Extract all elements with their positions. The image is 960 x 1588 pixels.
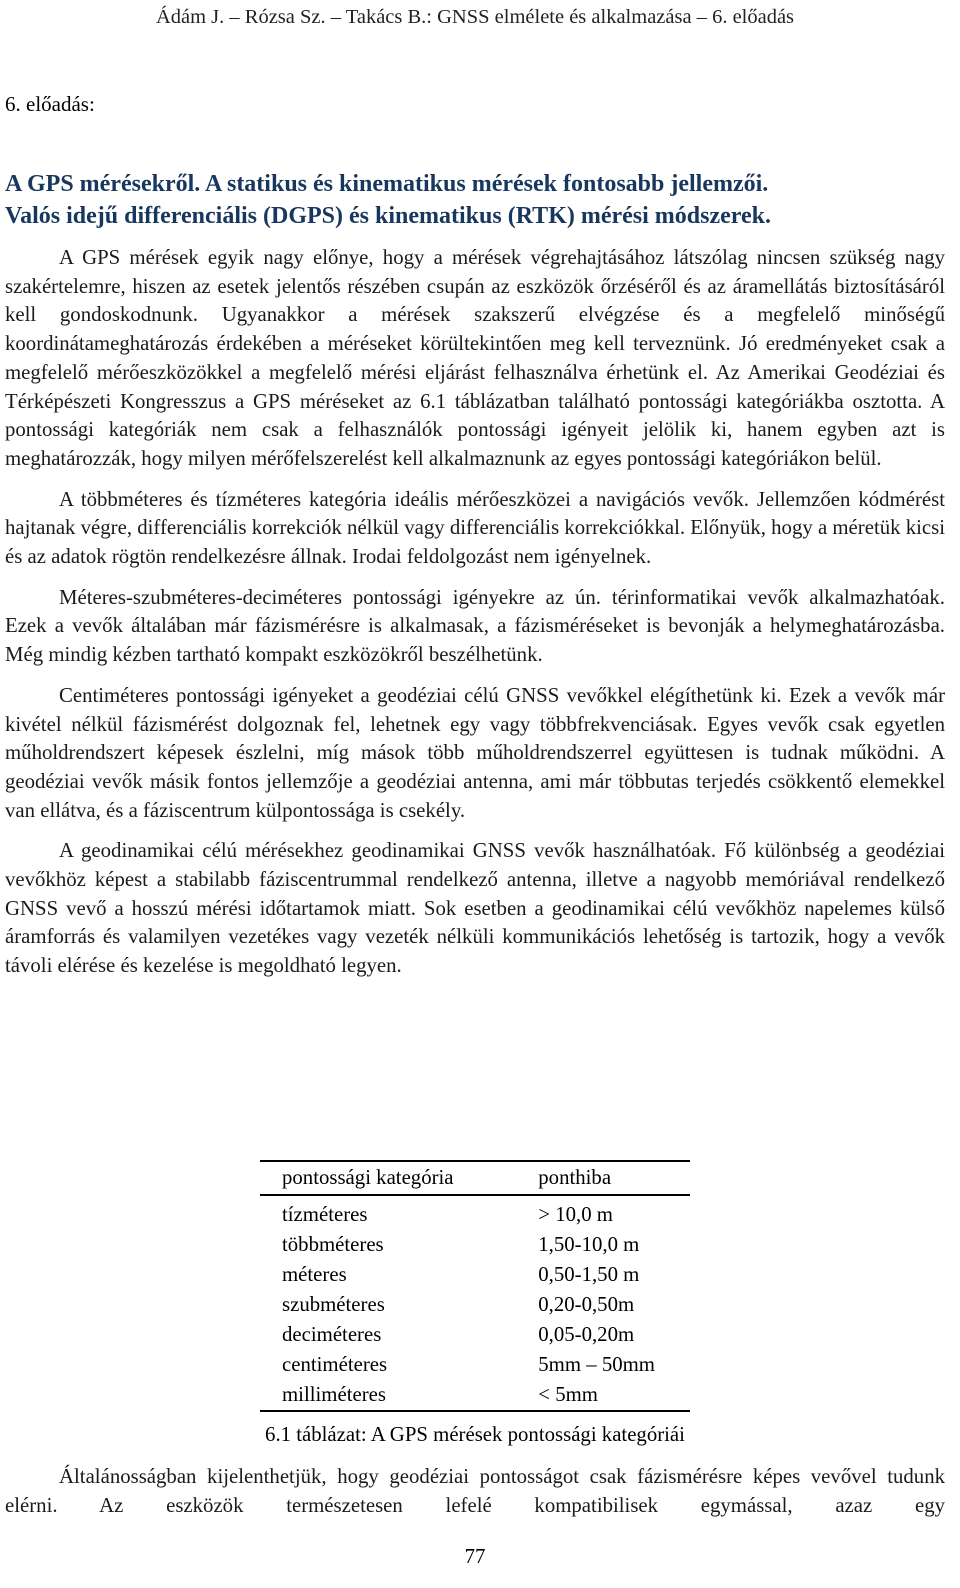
accuracy-category-table — [260, 1160, 690, 1412]
table-cell: 5mm – 50mm — [538, 1353, 655, 1376]
table-cell: méteres — [282, 1263, 347, 1286]
table-row — [260, 1380, 690, 1411]
table-cell: 1,50-10,0 m — [538, 1233, 640, 1256]
paragraph: A GPS mérések egyik nagy előnye, hogy a mérések végrehajtásához látszólag nincsen szükség nagy szakértelemre, hiszen az esetek jelentős részében csupán az eszközök őrzéséről és az áramellátás biztosításáról kell gondoskodnunk. Ugyanakkor a mérések szakszerű elvégzése és a megfelelő minőségű koordinátameghatározás érdekében a méréseket körültekintően meg kell terveznünk. Jó eredményeket csak a megfelelő mérőeszközökkel a megfelelő mérési eljárást felhasználva érhetünk el. Az Amerikai Geodéziai és Térképészeti Kongresszus a GPS méréseket az 6.1 táblázatban található pontossági kategóriákba osztotta. A pontossági kategóriák nem csak a felhasználók pontossági igényeit jelölik ki, hanem egyben azt is meghatározzák, hogy milyen mérőfelszerelést kell alkalmaznunk az egyes pontossági kategóriákon belül. — [5, 246, 945, 470]
table-row — [260, 1195, 690, 1230]
column-header-error: ponthiba — [538, 1166, 612, 1189]
paragraph: Általánosságban kijelenthetjük, hogy geodéziai pontosságot csak fázismérésre képes vevővel tudunk elérni. Az eszközök természetesen lefelé kompatibilisek egymással, azaz egy — [5, 1465, 945, 1517]
table-row — [260, 1320, 690, 1350]
accuracy-table-container — [260, 1160, 690, 1412]
paragraph: Centiméteres pontossági igényeket a geodéziai célú GNSS vevőkkel elégíthetünk ki. Ezek a vevők már kivétel nélkül fázismérést dolgoznak fel, lehetnek egy vagy többfrekvenciásak. Egyes vevők csak egyetlen műholdrendszert képesek észlelni, míg mások több műholdrendszerrel együttesen is tudnak működni. A geodéziai vevők másik fontos jellemzője a geodéziai antenna, ami már többutas terjedés csökkentő elemekkel van ellátva, és a fáziscentrum külpontossága is csekély. — [5, 683, 945, 822]
table-row — [260, 1290, 690, 1320]
paragraph: A többméteres és tízméteres kategória ideális mérőeszközei a navigációs vevők. Jellemzően kódmérést hajtanak végre, differenciális korrekciók nélkül vagy differenciális korrekciókkal. Előnyük, hogy a méretük kicsi és az adatok rögtön rendelkezésre állnak. Irodai feldolgozást nem igényelnek. — [5, 487, 945, 569]
table-row — [260, 1260, 690, 1290]
table-row — [260, 1230, 690, 1260]
title-line-2: Valós idejű differenciális (DGPS) és kinematikus (RTK) mérési módszerek. — [5, 203, 772, 229]
page-number: 77 — [464, 1545, 486, 1568]
table-cell: milliméteres — [282, 1383, 386, 1406]
paragraph: A geodinamikai célú mérésekhez geodinamikai GNSS vevők használhatóak. Fő különbség a geodéziai vevőkhöz képest a stabilabb fáziscentrummal rendelkező antenna, illetve a nagyobb memóriával rendelkező GNSS vevő a hosszú mérési időtartamok miatt. Sok esetben a geodinamikai célú vevőkhöz napelemes külső áramforrás és valamilyen vezetékes vagy vezeték nélküli kommunikációs lehetőség is tartozik, hogy a vevők távoli elérése és kezelése is megoldható legyen. — [5, 839, 945, 978]
table-cell: > 10,0 m — [538, 1203, 613, 1226]
closing-text — [5, 1463, 945, 1520]
table-cell: többméteres — [282, 1233, 384, 1256]
table-cell: 0,05-0,20m — [538, 1323, 635, 1346]
table-cell: centiméteres — [282, 1353, 388, 1376]
body-text — [5, 244, 945, 993]
table-cell: < 5mm — [538, 1383, 598, 1406]
table-caption: 6.1 táblázat: A GPS mérések pontossági kategóriái — [265, 1423, 685, 1446]
table-cell: szubméteres — [282, 1293, 385, 1316]
table-cell: tízméteres — [282, 1203, 368, 1226]
lecture-label: 6. előadás: — [5, 92, 95, 116]
table-header-row — [260, 1161, 690, 1195]
table-row — [260, 1350, 690, 1380]
table-cell: deciméteres — [282, 1323, 382, 1346]
paragraph: Méteres-szubméteres-deciméteres pontossági igényekre az ún. térinformatikai vevők alkalmazhatóak. Ezek a vevők általában már fázismérésre is alkalmasak, a fázisméréseket is bevonják a helymeghatározásba. Még mindig kézben tartható kompakt eszközökről beszélhetünk. — [5, 585, 945, 667]
title-line-1: A GPS mérésekről. A statikus és kinematikus mérések fontosabb jellemzői. — [5, 171, 769, 197]
table-cell: 0,20-0,50m — [538, 1293, 635, 1316]
running-header: Ádám J. – Rózsa Sz. – Takács B.: GNSS elmélete és alkalmazása – 6. előadás — [155, 6, 795, 28]
table-cell: 0,50-1,50 m — [538, 1263, 640, 1286]
lecture-title — [5, 168, 945, 232]
column-header-category: pontossági kategória — [282, 1166, 454, 1189]
